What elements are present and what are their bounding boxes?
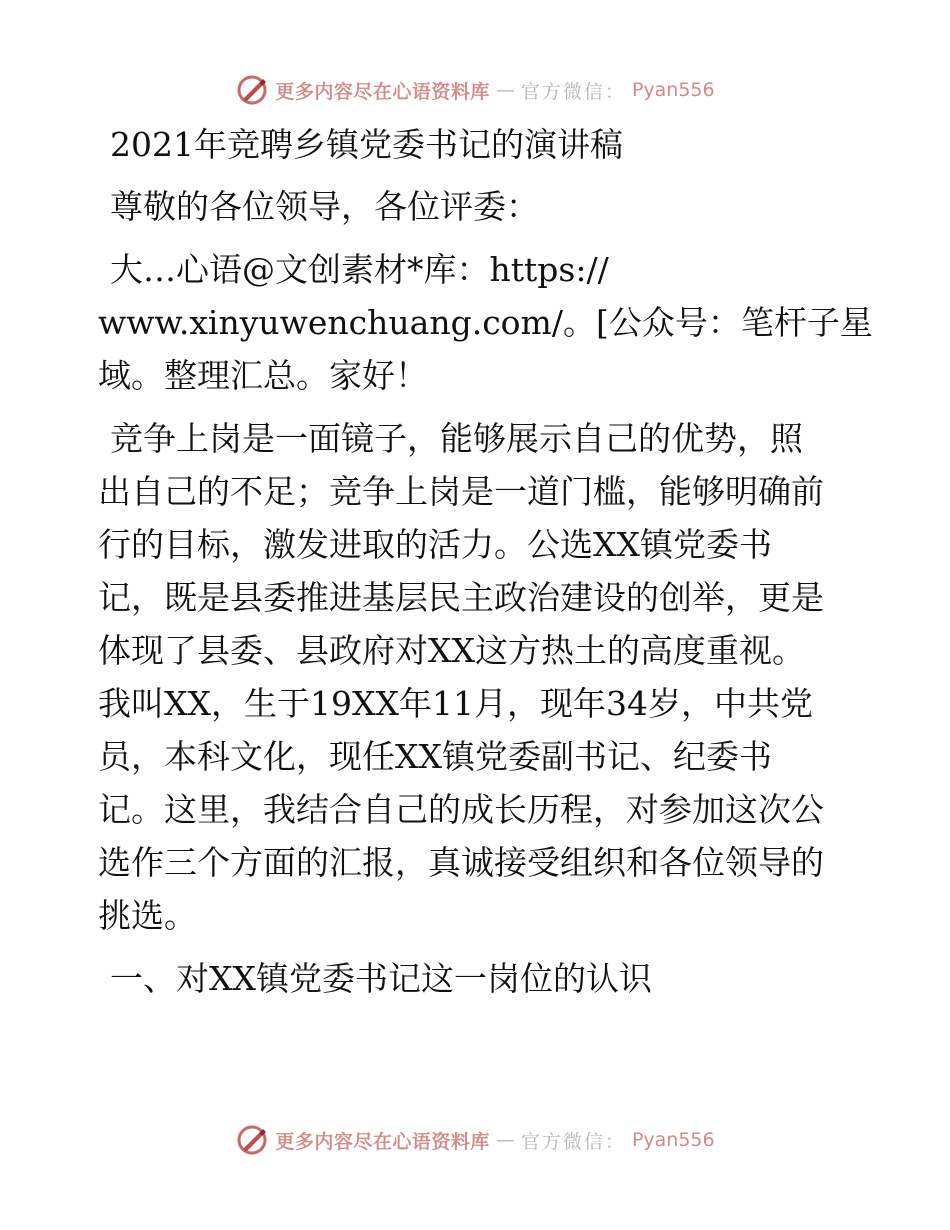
body-line: 出自己的不足；竞争上岗是一道门槛，能够明确前 [98,472,824,511]
banner-wechat-id: Pyan556 [631,1129,715,1151]
greeting-line: 大…心语@文创素材*库：https:// [110,250,609,289]
document-body [98,118,873,1005]
body-line: 记，既是县委推进基层民主政治建设的创举，更是 [98,578,824,617]
salutation: 尊敬的各位领导，各位评委： [110,187,539,226]
banner-main-text: 更多内容尽在心语资料库 [275,80,490,103]
footer-banner [0,1118,950,1162]
body-line: 我叫XX，生于19XX年11月，现年34岁，中共党 [98,684,813,723]
banner-main-text: 更多内容尽在心语资料库 [275,1130,490,1153]
body-line: 竞争上岗是一面镜子，能够展示自己的优势，照 [110,419,803,458]
banner-wechat-label: 官方微信： [520,80,626,103]
body-paragraph [98,412,858,942]
banner-separator: — [495,1129,515,1151]
greeting-line: www.xinyuwenchuang.com/。[公众号：笔杆子星 [98,303,873,342]
document-title: 2021年竞聘乡镇党委书记的演讲稿 [110,125,623,164]
pen-logo-icon [235,73,269,107]
section-heading: 一、对XX镇党委书记这一岗位的认识 [110,959,652,998]
body-line: 挑选。 [98,896,197,935]
banner-content [235,73,714,107]
greeting-line: 域。整理汇总。家好！ [98,356,428,395]
pen-logo-icon [235,1123,269,1157]
body-line: 员，本科文化，现任XX镇党委副书记、纪委书 [98,737,772,776]
body-line: 记。这里，我结合自己的成长历程，对参加这次公 [98,790,824,829]
body-line: 行的目标，激发进取的活力。公选XX镇党委书 [98,525,772,564]
header-banner [0,68,950,112]
banner-wechat-id: Pyan556 [631,79,715,101]
body-line: 选作三个方面的汇报，真诚接受组织和各位领导的 [98,843,824,882]
banner-content [235,1123,714,1157]
banner-separator: — [495,79,515,101]
body-line: 体现了县委、县政府对XX这方热土的高度重视。 [98,631,805,670]
greeting-paragraph [98,243,873,402]
banner-wechat-label: 官方微信： [520,1130,626,1153]
